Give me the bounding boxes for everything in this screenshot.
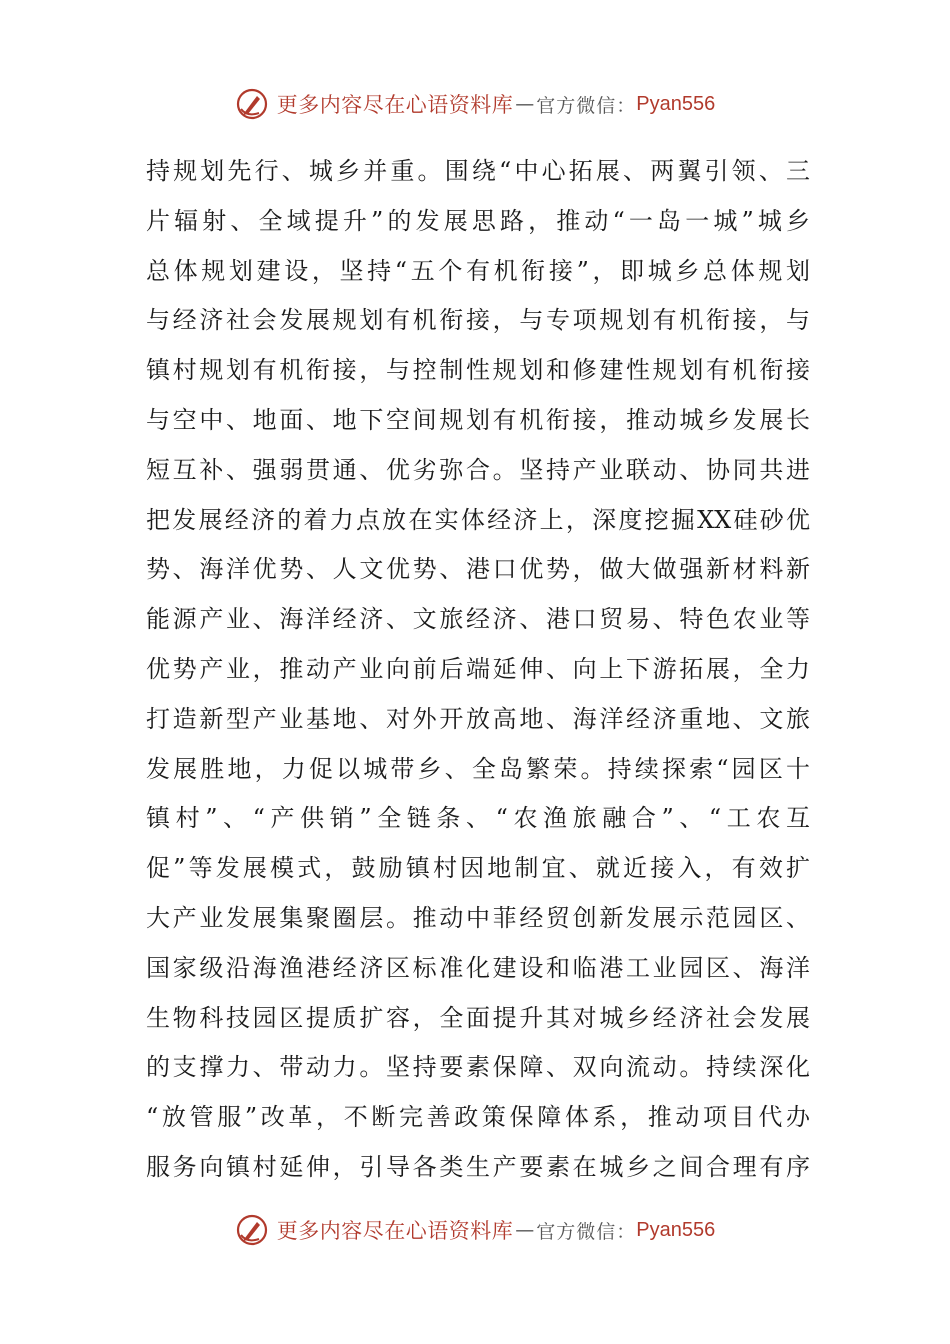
body-line: 促”等发展模式，鼓励镇村因地制宜、就近接入，有效扩 [146,854,810,883]
body-line: 国家级沿海渔港经济区标准化建设和临港工业园区、海洋 [146,953,810,982]
pen-nib-logo-icon [235,87,269,121]
header-banner [0,82,950,126]
body-line: 的支撑力、带动力。坚持要素保障、双向流动。持续深化 [146,1053,810,1082]
body-line: “放管服”改革，不断完善政策保障体系，推动项目代办 [146,1103,810,1132]
banner-wechat-id: Pyan556 [636,1218,716,1241]
body-line: 与空中、地面、地下空间规划有机衔接，推动城乡发展长 [146,405,810,434]
document-body [146,147,810,1193]
body-line: 镇村”、“产供销”全链条、“农渔旅融合”、“工农互 [146,804,810,833]
body-line: 打造新型产业基地、对外开放高地、海洋经济重地、文旅 [146,704,810,733]
banner-separator: — [515,1219,535,1241]
banner-wechat-label: 官方微信： [536,94,637,117]
body-line: 片辐射、全域提升”的发展思路，推动“一岛一城”城乡 [146,206,810,235]
banner-separator: — [515,93,535,115]
body-line: 生物科技园区提质扩容，全面提升其对城乡经济社会发展 [146,1003,810,1032]
banner-slogan: 更多内容尽在心语资料库 [276,93,514,117]
body-line: 势、海洋优势、人文优势、港口优势，做大做强新材料新 [146,555,810,584]
footer-banner [0,1208,950,1252]
body-line: 大产业发展集聚圈层。推动中菲经贸创新发展示范园区、 [146,903,810,932]
banner-wechat-id: Pyan556 [636,92,716,115]
body-line: 短互补、强弱贯通、优劣弥合。坚持产业联动、协同共进 [146,455,810,484]
body-line: 能源产业、海洋经济、文旅经济、港口贸易、特色农业等 [146,605,810,634]
pen-nib-logo-icon [235,1213,269,1247]
body-line: 总体规划建设，坚持“五个有机衔接”，即城乡总体规划 [146,256,810,285]
body-line: 服务向镇村延伸，引导各类生产要素在城乡之间合理有序 [146,1152,810,1181]
banner-wechat-label: 官方微信： [536,1220,637,1243]
banner-slogan: 更多内容尽在心语资料库 [276,1219,514,1243]
body-line: 与经济社会发展规划有机衔接，与专项规划有机衔接，与 [146,306,810,335]
body-line: 把发展经济的着力点放在实体经济上，深度挖掘XX硅砂优 [146,505,810,534]
body-line: 镇村规划有机衔接，与控制性规划和修建性规划有机衔接 [146,356,810,385]
body-line: 优势产业，推动产业向前后端延伸、向上下游拓展，全力 [146,654,810,683]
body-line: 持规划先行、城乡并重。围绕“中心拓展、两翼引领、三 [146,157,810,185]
body-line: 发展胜地，力促以城带乡、全岛繁荣。持续探索“园区十 [146,754,810,783]
